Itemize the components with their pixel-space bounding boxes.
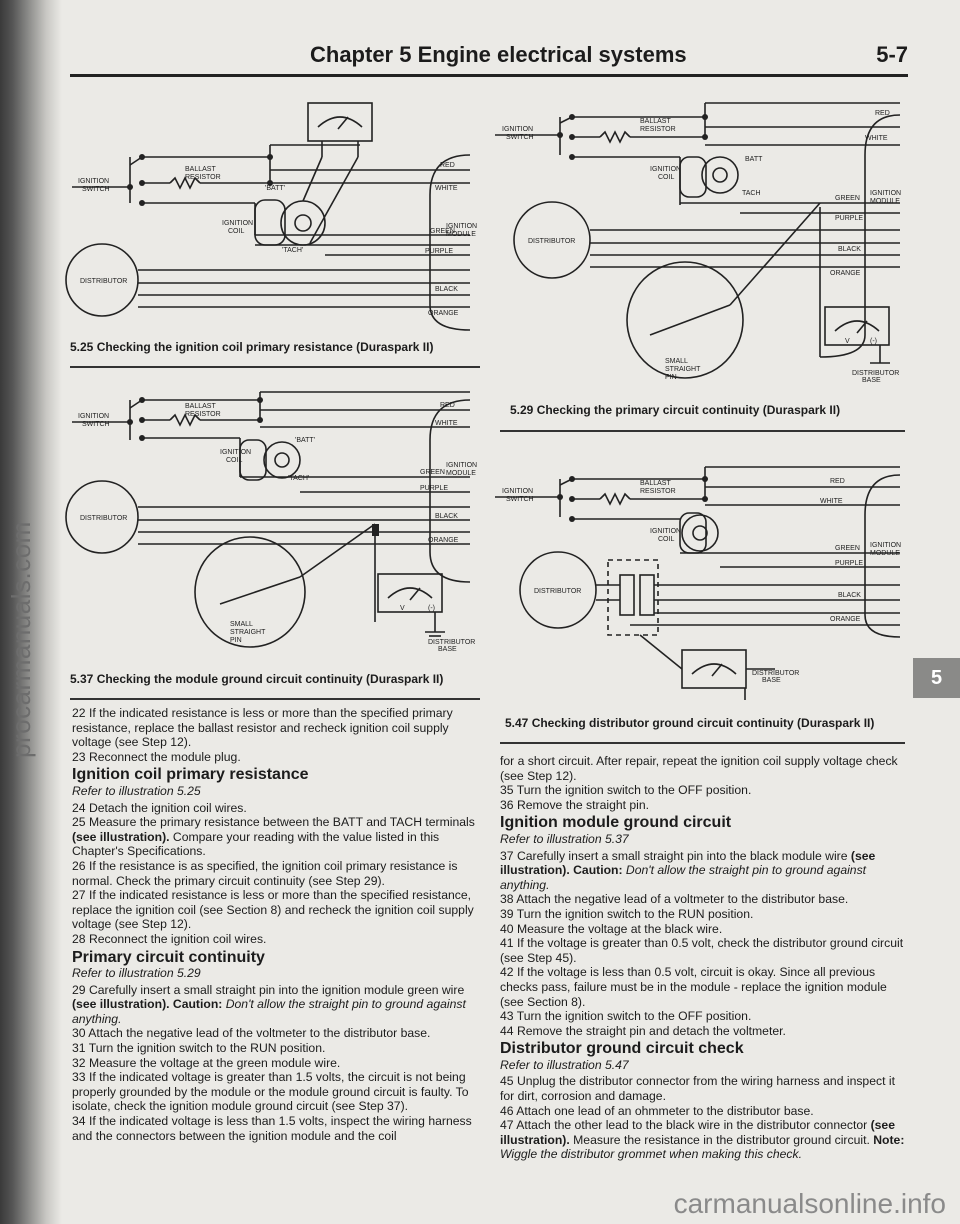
para-22: 22 If the indicated resistance is less or more than the specified primary resistance, replace the ballast resistor and recheck ignition coil supply voltage (see Step 12). [72, 706, 453, 750]
para-37-b: (see illustration). Caution: [500, 848, 876, 878]
chapter-title: Chapter 5 Engine electrical systems [310, 42, 687, 67]
para-28: 28 Reconnect the ignition coil wires. [72, 931, 267, 946]
label-white: WHITE [435, 185, 458, 192]
para-46: 46 Attach one lead of an ohmmeter to the distributor base. [500, 1103, 814, 1118]
heading-coil-primary: Ignition coil primary resistance [72, 766, 309, 784]
label-base-1-537: DISTRIBUTOR [428, 639, 476, 646]
label-base-2-537: BASE [438, 646, 457, 652]
label-distributor-537: DISTRIBUTOR [80, 515, 128, 522]
para-34: 34 If the indicated voltage is less than 1.5 volts, inspect the wiring harness and the connectors between the ignition module and the coil [72, 1114, 472, 1143]
label-black-529: BLACK [838, 246, 861, 253]
ohmmeter-547 [682, 650, 746, 688]
page-header [70, 42, 908, 72]
label-coil-1-537: IGNITION [220, 449, 252, 456]
para-37-a: 37 Carefully insert a small straight pin into the black module wire [500, 848, 848, 863]
label-ballast-1-547: BALLAST [640, 480, 671, 487]
label-coil-1-529: IGNITION [650, 166, 682, 173]
para-43: 43 Turn the ignition switch to the OFF position. [500, 1009, 752, 1024]
para-27: 27 If the indicated resistance is less or more than the specified resistance, replace the ignition coil (see Section 8) and recheck the ignition coil supply voltage (see Step 12). [72, 888, 474, 932]
figure-5-25 [60, 95, 480, 335]
label-batt-529: BATT [745, 156, 763, 163]
label-pin-3-537: PIN [230, 637, 242, 644]
label-ballast-2-547: RESISTOR [640, 488, 676, 495]
para-38: 38 Attach the negative lead of a voltmeter to the distributor base. [500, 892, 849, 907]
label-pin-1-537: SMALL [230, 621, 253, 628]
label-orange: ORANGE [428, 310, 459, 317]
left-text-column [72, 706, 477, 1143]
para-47-b: (see illustration). [500, 1118, 895, 1147]
right-text-column [500, 754, 905, 1162]
para-25 [72, 815, 477, 859]
label-coil-2: COIL [228, 228, 245, 235]
label-meter-neg-529: (-) [870, 338, 877, 345]
label-pin-3-529: PIN [665, 374, 677, 381]
para-47-e: Wiggle the distributor grommet when making this check. [500, 1147, 802, 1162]
label-green-537: GREEN [420, 469, 445, 476]
label-module-2-537: MODULE [446, 470, 476, 477]
para-25-a: 25 Measure the primary resistance between the BATT and TACH terminals [72, 815, 475, 830]
para-31: 31 Turn the ignition switch to the RUN position. [72, 1041, 326, 1056]
para-47 [500, 1118, 905, 1162]
caption-rule-5-37 [70, 698, 480, 700]
label-purple: PURPLE [425, 248, 454, 255]
label-ballast-2: RESISTOR [185, 174, 221, 181]
page-number: 5-7 [876, 42, 908, 67]
label-purple-529: PURPLE [835, 215, 864, 222]
watermark-bottom: carmanualsonline.info [673, 1188, 946, 1219]
caption-rule-5-47 [500, 742, 905, 744]
label-purple-537: PURPLE [420, 485, 449, 492]
para-47-d: Note: [873, 1132, 905, 1147]
label-ballast-1: BALLAST [185, 166, 216, 173]
label-coil-2-529: COIL [658, 174, 675, 181]
para-29 [72, 983, 477, 1027]
para-41: 41 If the voltage is greater than 0.5 volt, check the distributor ground circuit (see Step 45). [500, 936, 904, 965]
label-tach: 'TACH' [282, 247, 304, 254]
diagram-5-47 [490, 455, 910, 710]
label-red: RED [440, 162, 455, 169]
label-batt: 'BATT' [265, 185, 286, 192]
label-black: BLACK [435, 286, 458, 293]
caption-5-37: 5.37 Checking the module ground circuit continuity (Duraspark II) [70, 672, 444, 686]
para-33: 33 If the indicated voltage is greater than 1.5 volts, the circuit is not being properly grounded by the module or the module ground circuit is faulty. To isolate, check the ignition module ground circuit (see Step 37). [72, 1070, 469, 1114]
ref-coil: Refer to illustration 5.25 [72, 783, 201, 798]
label-tach-529: TACH [742, 190, 761, 197]
label-meter-v-529: V [845, 338, 850, 345]
label-orange-547: ORANGE [830, 616, 861, 623]
chapter-tab: 5 [913, 658, 960, 698]
para-47-a: 47 Attach the other lead to the black wire in the distributor connector [500, 1118, 868, 1133]
caption-rule-5-29 [500, 430, 905, 432]
label-module-2-547: MODULE [870, 550, 900, 557]
label-green-547: GREEN [835, 545, 860, 552]
label-pin-2-529: STRAIGHT [665, 366, 701, 373]
label-ballast-1-537: BALLAST [185, 403, 216, 410]
label-batt-537: 'BATT' [295, 437, 316, 444]
label-meter-v-537: V [400, 605, 405, 612]
label-black-547: BLACK [838, 592, 861, 599]
figure-5-47 [490, 455, 910, 710]
heading-module-ground: Ignition module ground circuit [500, 814, 732, 832]
label-red-547: RED [830, 478, 845, 485]
caption-5-47: 5.47 Checking distributor ground circuit continuity (Duraspark II) [505, 716, 875, 730]
label-tach-537: 'TACH' [288, 475, 310, 482]
para-40: 40 Measure the voltage at the black wire. [500, 921, 723, 936]
para-36: 36 Remove the straight pin. [500, 797, 650, 812]
label-coil-1: IGNITION [222, 220, 254, 227]
label-switch-2: SWITCH [82, 186, 110, 193]
label-switch-1-547: IGNITION [502, 488, 534, 495]
ohmmeter [308, 103, 372, 141]
caption-5-29: 5.29 Checking the primary circuit continuity (Duraspark II) [510, 403, 841, 417]
figure-5-29 [490, 95, 910, 385]
label-coil-1-547: IGNITION [650, 528, 682, 535]
label-ballast-1-529: BALLAST [640, 118, 671, 125]
label-green: GREEN [430, 228, 455, 235]
label-ballast-2-529: RESISTOR [640, 126, 676, 133]
ref-distributor: Refer to illustration 5.47 [500, 1057, 629, 1072]
para-24: 24 Detach the ignition coil wires. [72, 800, 247, 815]
para-25-c: Compare your reading with the value listed in this Chapter's Specifications. [72, 829, 440, 859]
ref-module: Refer to illustration 5.37 [500, 831, 629, 846]
label-red-529: RED [875, 110, 890, 117]
para-25-b: (see illustration). [72, 829, 170, 844]
para-29-a: 29 Carefully insert a small straight pin into the ignition module green wire [72, 982, 465, 997]
label-base-2-547: BASE [762, 677, 781, 684]
label-module-2: MODULE [446, 231, 476, 238]
label-switch-1-537: IGNITION [78, 413, 110, 420]
label-base-1-547: DISTRIBUTOR [752, 670, 800, 677]
diagram-5-37 [60, 382, 480, 652]
label-module-1-547: IGNITION [870, 542, 902, 549]
label-white-547: WHITE [820, 498, 843, 505]
label-switch-2-547: SWITCH [506, 496, 534, 503]
label-module-1: IGNITION [446, 223, 478, 230]
label-pin-2-537: STRAIGHT [230, 629, 266, 636]
label-module-1-537: IGNITION [446, 462, 478, 469]
para-32: 32 Measure the voltage at the green module wire. [72, 1055, 341, 1070]
para-37 [500, 849, 905, 893]
label-black-537: BLACK [435, 513, 458, 520]
ref-primary: Refer to illustration 5.29 [72, 966, 201, 981]
label-distributor-547: DISTRIBUTOR [534, 588, 582, 595]
label-ballast-2-537: RESISTOR [185, 411, 221, 418]
label-distributor-529: DISTRIBUTOR [528, 238, 576, 245]
para-29-b: (see illustration). Caution: [72, 997, 223, 1012]
para-37-c: Don't allow the straight pin to ground against anything. [500, 863, 867, 892]
label-meter-neg-537: (-) [428, 605, 435, 612]
label-base-1-529: DISTRIBUTOR [852, 370, 900, 377]
label-orange-529: ORANGE [830, 270, 861, 277]
figure-5-37 [60, 382, 480, 652]
label-pin-1-529: SMALL [665, 358, 688, 365]
para-26: 26 If the resistance is as specified, the ignition coil primary resistance is normal. Check the primary circuit continuity (see Step 29). [72, 858, 458, 888]
label-switch-2-537: SWITCH [82, 421, 110, 428]
label-distributor: DISTRIBUTOR [80, 278, 128, 285]
label-module-1-529: IGNITION [870, 190, 902, 197]
heading-primary-circuit: Primary circuit continuity [72, 948, 265, 966]
para-35: 35 Turn the ignition switch to the OFF position. [500, 783, 752, 798]
header-rule [70, 74, 908, 77]
label-switch-2-529: SWITCH [506, 134, 534, 141]
caption-5-25: 5.25 Checking the ignition coil primary resistance (Duraspark II) [70, 340, 434, 354]
para-34-cont: for a short circuit. After repair, repeat the ignition coil supply voltage check (see Step 12). [500, 754, 898, 783]
para-23: 23 Reconnect the module plug. [72, 749, 241, 764]
label-base-2-529: BASE [862, 377, 881, 384]
para-42: 42 If the voltage is less than 0.5 volt, circuit is okay. Since all previous checks pass, failure must be in the module - replace the ignition module (see Section 8). [500, 965, 887, 1009]
caption-rule-5-25 [70, 366, 480, 368]
label-purple-547: PURPLE [835, 560, 864, 567]
label-switch-1: IGNITION [78, 178, 110, 185]
watermark-left: procarmanuals.com [6, 521, 36, 759]
diagram-5-25 [60, 95, 480, 335]
label-coil-2-547: COIL [658, 536, 675, 543]
diagram-5-29 [490, 95, 910, 385]
heading-distributor-ground: Distributor ground circuit check [500, 1040, 744, 1058]
label-orange-537: ORANGE [428, 537, 459, 544]
para-44: 44 Remove the straight pin and detach the voltmeter. [500, 1023, 786, 1038]
voltmeter-529 [825, 307, 889, 345]
label-green-529: GREEN [835, 195, 860, 202]
para-45: 45 Unplug the distributor connector from the wiring harness and inspect it for dirt, corrosion and damage. [500, 1074, 895, 1104]
para-39: 39 Turn the ignition switch to the RUN position. [500, 906, 754, 921]
para-29-c: Don't allow the straight pin to ground against anything. [72, 997, 466, 1026]
label-white-529: WHITE [865, 135, 888, 142]
para-30: 30 Attach the negative lead of the voltmeter to the distributor base. [72, 1026, 431, 1041]
label-white-537: WHITE [435, 420, 458, 427]
label-module-2-529: MODULE [870, 198, 900, 205]
label-switch-1-529: IGNITION [502, 126, 534, 133]
para-47-c: Measure the resistance in the distributor ground circuit. [569, 1132, 870, 1147]
label-coil-2-537: COIL [226, 457, 243, 464]
label-red-537: RED [440, 402, 455, 409]
